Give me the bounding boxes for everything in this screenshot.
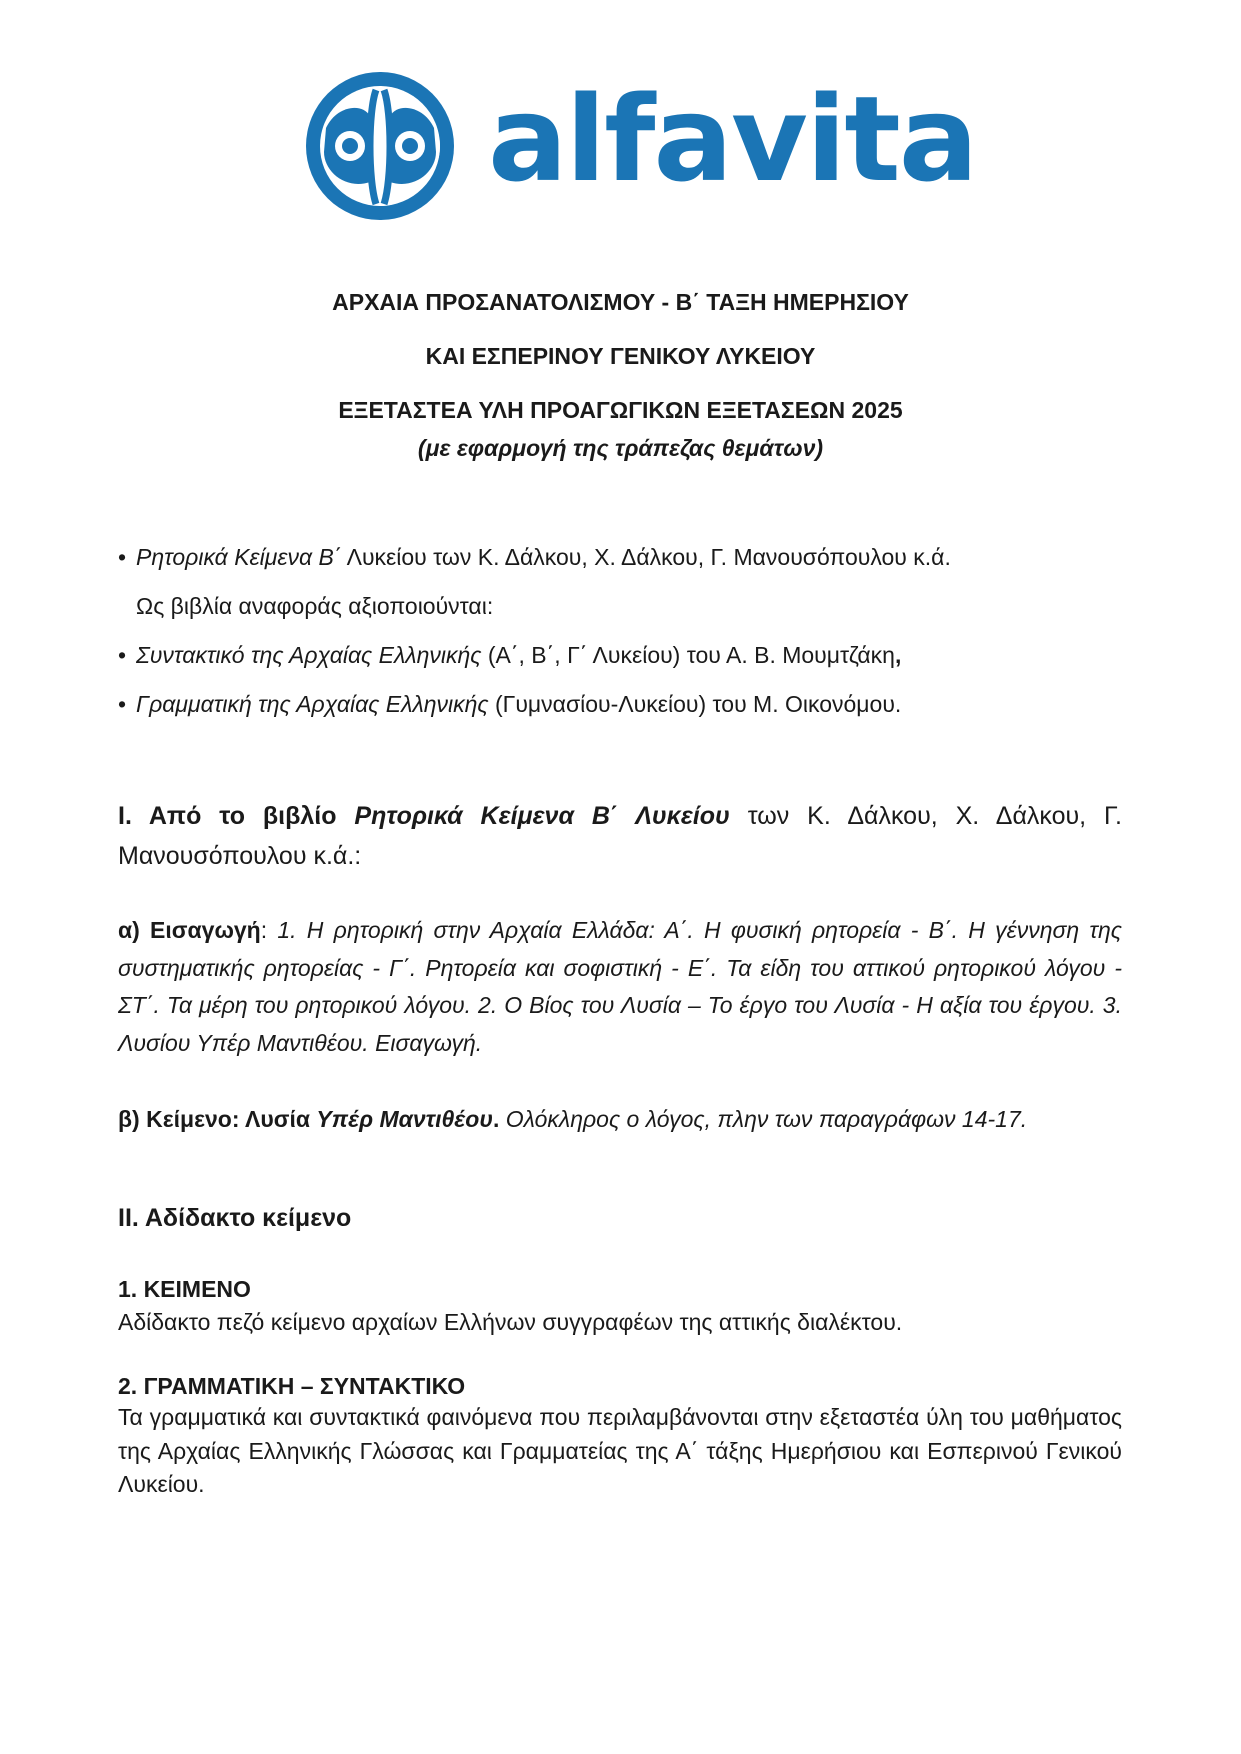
reference-intro: Ως βιβλία αναφοράς αξιοποιούνται: bbox=[136, 593, 494, 619]
book-item-3 bbox=[118, 689, 901, 719]
text-label: β) Κείμενο: Λυσία bbox=[118, 1106, 317, 1132]
subsection-text-title: 1. ΚΕΙΜΕΝΟ bbox=[118, 1276, 251, 1302]
title-subtitle: (με εφαρμογή της τράπεζας θεμάτων) bbox=[417, 435, 824, 461]
subsection-grammar-title: 2. ΓΡΑΜΜΑΤΙΚΗ – ΣΥΝΤΑΚΤΙΚΟ bbox=[118, 1373, 466, 1399]
section-1-prefix: Ι. Από το βιβλίο bbox=[118, 802, 355, 830]
owl-face-icon bbox=[306, 72, 454, 220]
book-title: Ρητορικά Κείμενα Β΄ bbox=[136, 544, 342, 570]
book-details: (Α΄, Β΄, Γ΄ Λυκείου) του Α. Β. Μουμτζάκη bbox=[481, 642, 895, 668]
book-details: Λυκείου των Κ. Δάλκου, Χ. Δάλκου, Γ. Μανουσόπουλου κ.ά. bbox=[341, 544, 951, 570]
bullet: • bbox=[118, 642, 127, 668]
logo-wordmark: alfavita bbox=[488, 70, 977, 208]
subsection-text-body: Αδίδακτο πεζό κείμενο αρχαίων Ελλήνων συγγραφέων της αττικής διαλέκτου. bbox=[118, 1309, 903, 1335]
bullet: • bbox=[118, 691, 127, 717]
text-work: Υπέρ Μαντιθέου bbox=[316, 1106, 493, 1132]
section-1-authors: των Κ. Δάλκου, Χ. Δάλκου, Γ. Μανουσόπουλου κ.ά.: bbox=[118, 802, 1123, 870]
book-details: (Γυμνασίου-Λυκείου) του Μ. Οικονόμου. bbox=[488, 691, 902, 717]
text-details: Ολόκληρος ο λόγος, πλην των παραγράφων 14-17. bbox=[499, 1106, 1028, 1132]
intro-contents: 1. Η ρητορική στην Αρχαία Ελλάδα: Α΄. Η φυσική ρητορεία - Β΄. Η γέννηση της συστηματικής ρητορείας - Γ΄. Ρητορεία και σοφιστική - Ε΄. Τα είδη του αττικού ρητορικού λόγου - ΣΤ΄. Τα μέρη του ρητορικού λόγου. 2. Ο Βίος του Λυσία – Το έργο του Λυσία - Η αξία του έργου. 3. Λυσίου Υπέρ Μαντιθέου. Εισαγωγή. bbox=[118, 917, 1122, 1056]
section-1-text-paragraph bbox=[118, 1104, 1027, 1134]
book-item-2 bbox=[118, 640, 901, 670]
book-title: Συντακτικό της Αρχαίας Ελληνικής bbox=[136, 642, 482, 668]
text-dot: . bbox=[492, 1106, 500, 1132]
section-2-heading: ΙΙ. Αδίδακτο κείμενο bbox=[118, 1204, 352, 1232]
book-details-end: , bbox=[894, 642, 902, 668]
book-item-1 bbox=[118, 542, 951, 572]
title-line-2: ΚΑΙ ΕΣΠΕΡΙΝΟΥ ΓΕΝΙΚΟΥ ΛΥΚΕΙΟΥ bbox=[425, 343, 816, 369]
title-line-3: ΕΞΕΤΑΣΤΕΑ ΥΛΗ ΠΡΟΑΓΩΓΙΚΩΝ ΕΞΕΤΑΣΕΩΝ 2025 bbox=[338, 397, 903, 423]
intro-label: α) Εισαγωγή bbox=[118, 917, 261, 943]
intro-colon: : bbox=[260, 917, 278, 943]
section-1-book: Ρητορικά Κείμενα Β΄ Λυκείου bbox=[354, 802, 730, 830]
section-1-intro-paragraph bbox=[118, 912, 1122, 1062]
book-title: Γραμματική της Αρχαίας Ελληνικής bbox=[136, 691, 489, 717]
title-line-1: ΑΡΧΑΙΑ ΠΡΟΣΑΝΑΤΟΛΙΣΜΟΥ - Β΄ ΤΑΞΗ ΗΜΕΡΗΣΙΟΥ bbox=[332, 289, 909, 315]
alfavita-logo bbox=[306, 70, 977, 220]
section-1-heading bbox=[118, 796, 1122, 876]
bullet: • bbox=[118, 544, 127, 570]
subsection-grammar-body: Τα γραμματικά και συντακτικά φαινόμενα που περιλαμβάνονται στην εξεταστέα ύλη του μαθήματος της Αρχαίας Ελληνικής Γλώσσας και Γραμματείας της Α΄ τάξης Ημερήσιου και Εσπερινού Γενικού Λυκείου. bbox=[118, 1404, 1122, 1497]
